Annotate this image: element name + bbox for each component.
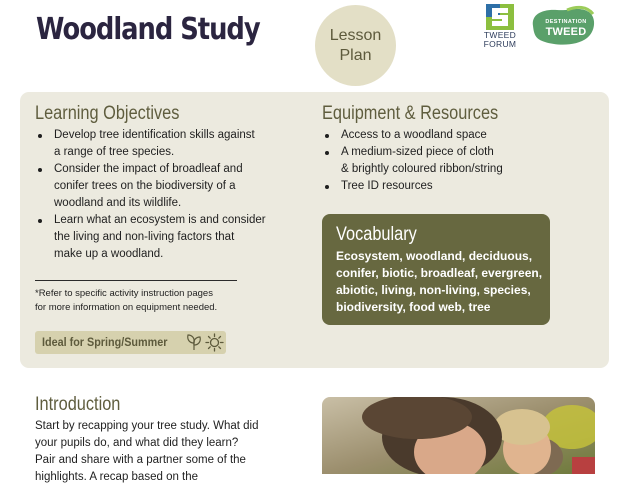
badge-line-2: Plan: [339, 46, 372, 64]
season-tag: [35, 331, 226, 354]
equipment-item: A medium-sized piece of cloth & brightly coloured ribbon/string: [322, 144, 582, 178]
equipment-footnote: *Refer to specific activity instruction pages for more information on equipment needed.: [35, 288, 218, 313]
divider: [35, 280, 237, 281]
page-title: Woodland Study: [36, 12, 260, 47]
children-photo-illustration: [322, 397, 595, 474]
equipment-heading: Equipment & Resources: [322, 103, 499, 124]
vocabulary-terms: Ecosystem, woodland, deciduous, conifer, biotic, broadleaf, evergreen, abiotic, living, non-living, species, biodiversity, food web, tree: [336, 249, 543, 314]
sun-icon: [205, 333, 224, 352]
introduction-heading: Introduction: [35, 394, 121, 415]
objective-item: Learn what an ecosystem is and consider the living and non-living factors that make up a woodland.: [35, 212, 295, 263]
season-tag-label: Ideal for Spring/Summer: [42, 335, 168, 349]
objective-item: Consider the impact of broadleaf and conifer trees on the biodiversity of a woodland and its wildlife.: [35, 161, 295, 212]
objective-item: Develop tree identification skills against a range of tree species.: [35, 127, 295, 161]
tweed-logo-line-2: FORUM: [483, 39, 517, 49]
vocabulary-heading: Vocabulary: [336, 224, 417, 245]
equipment-list: [322, 127, 582, 195]
vocabulary-box: [322, 214, 550, 325]
children-outdoors-photo: [322, 397, 595, 474]
introduction-text: Start by recapping your tree study. What did your pupils do, and what did they learn? Pair and share with a partner some of the highlights. A recap based on the: [35, 420, 259, 483]
destination-tweed-logo: [527, 4, 597, 48]
badge-line-1: Lesson: [329, 26, 382, 44]
tweed-forum-logo: [479, 4, 521, 52]
equipment-item: Access to a woodland space: [322, 127, 582, 144]
destination-logo-line-2: TWEED: [545, 26, 587, 38]
tweed-logo-line-1: TWEED: [483, 30, 517, 40]
lesson-plan-badge: [315, 5, 396, 86]
destination-logo-line-1: DESTINATION: [545, 19, 587, 25]
tweed-forum-mark-icon: [486, 4, 514, 30]
objectives-heading: Learning Objectives: [35, 103, 180, 124]
objectives-list: [35, 127, 295, 263]
equipment-item: Tree ID resources: [322, 178, 582, 195]
leaf-icon: [186, 334, 202, 351]
